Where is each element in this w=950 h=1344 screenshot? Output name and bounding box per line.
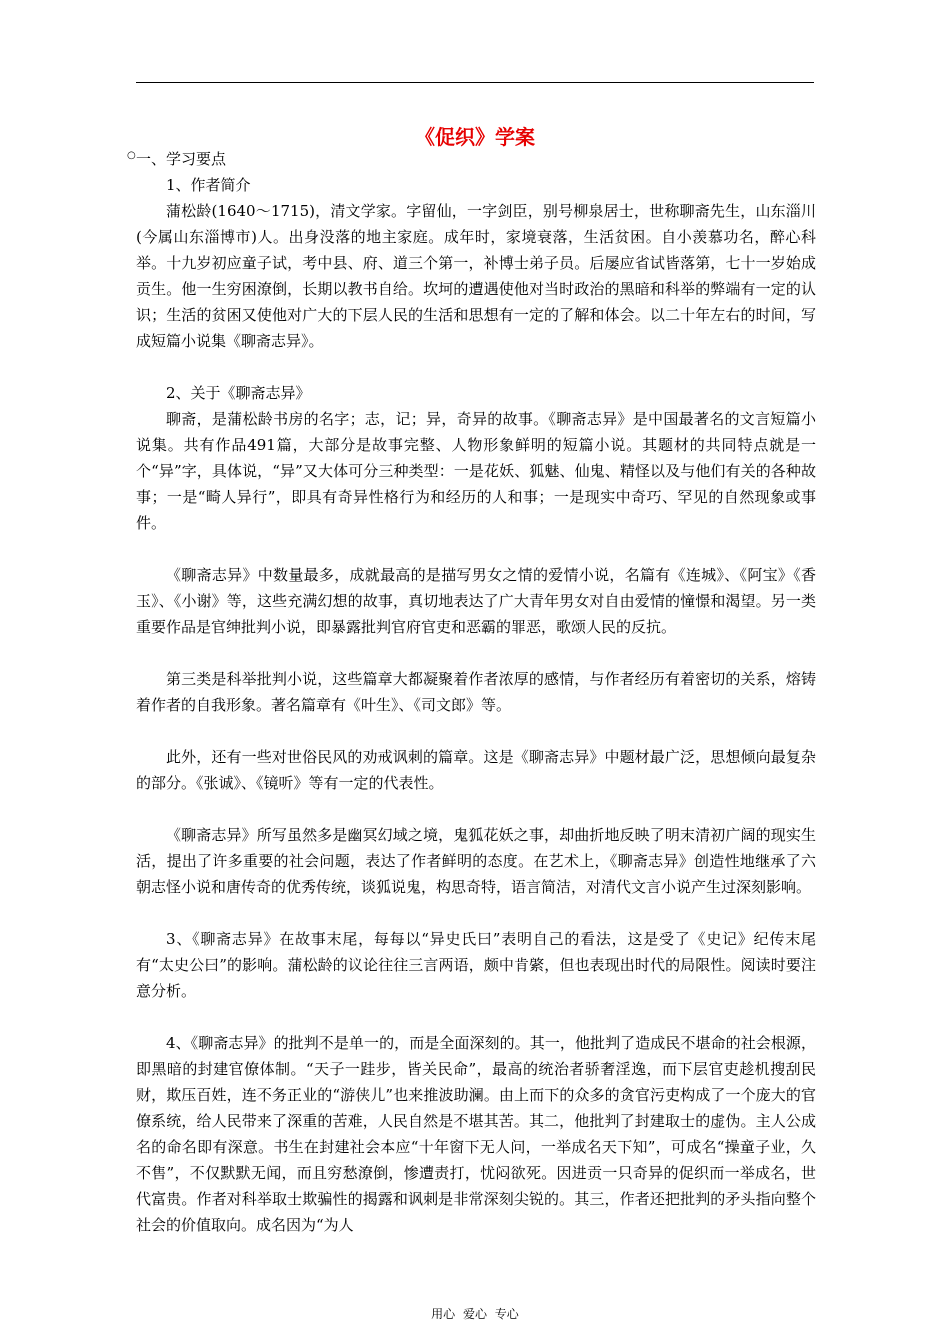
paragraph-gap xyxy=(136,796,816,822)
section-heading-text: 一、学习要点 xyxy=(136,150,227,168)
item-2-heading: 2、关于《聊斋志异》 xyxy=(166,384,311,402)
item-2-paragraph: 此外，还有一些对世俗民风的劝戒讽刺的篇章。这是《聊斋志异》中题材最广泛，思想倾向最复杂的部分。《张诚》、《镜听》等有一定的代表性。 xyxy=(136,748,816,792)
paragraph-gap xyxy=(136,354,816,380)
paragraph-gap xyxy=(136,900,816,926)
paragraph-gap xyxy=(136,640,816,666)
item-1-text: 蒲松龄(1640～1715)，清文学家。字留仙，一字剑臣，别号柳泉居士，世称聊斋先生，山东淄川(今属山东淄博市)人。出身没落的地主家庭。成年时，家境衰落，生活贫困。自小羡慕功名，醉心科举。十九岁初应童子试，考中县、府、道三个第一，补博士弟子员。后屡应省试皆落第，七十一岁始成贡生。他一生穷困潦倒，长期以教书自给。坎坷的遭遇使他对当时政治的黑暗和科举的弊端有一定的认识；生活的贫困又使他对广大的下层人民的生活和思想有一定的了解和体会。以二十年左右的时间，写成短篇小说集《聊斋志异》。 xyxy=(136,202,816,350)
item-3-text: 3、《聊斋志异》在故事末尾，每每以“异史氏曰”表明自己的看法，这是受了《史记》纪传末尾有“太史公曰”的影响。蒲松龄的议论往往三言两语，颇中肯綮，但也表现出时代的局限性。阅读时要注意分析。 xyxy=(136,930,816,1000)
paragraph-gap xyxy=(136,718,816,744)
paragraph-gap xyxy=(136,536,816,562)
document-body xyxy=(127,146,816,1238)
item-2-paragraph: 第三类是科举批判小说，这些篇章大都凝聚着作者浓厚的感情，与作者经历有着密切的关系，熔铸着作者的自我形象。著名篇章有《叶生》、《司文郎》等。 xyxy=(136,670,816,714)
section-heading xyxy=(127,146,816,172)
item-4-text: 4、《聊斋志异》的批判不是单一的，而是全面深刻的。其一，他批判了造成民不堪命的社会根源，即黑暗的封建官僚体制。“天子一跬步，皆关民命”，最高的统治者骄奢淫逸，而下层官吏趁机搜刮民财，欺压百姓，连不务正业的“游侠儿”也来推波助澜。由上而下的众多的贪官污吏构成了一个庞大的官僚系统，给人民带来了深重的苦难，人民自然是不堪其苦。其二，他批判了封建取士的虚伪。主人公成名的命名即有深意。书生在封建社会本应“十年窗下无人问，一举成名天下知”，可成名“操童子业，久不售”，不仅默默无闻，而且穷愁潦倒，惨遭责打，忧闷欲死。因进贡一只奇异的促织而一举成名，世代富贵。作者对科举取士欺骗性的揭露和讽刺是非常深刻尖锐的。其三，作者还把批判的矛头指向整个社会的价值取向。成名因为“为人 xyxy=(136,1034,816,1234)
document-title: 《促织》学案 xyxy=(415,125,535,149)
item-2-paragraph: 《聊斋志异》中数量最多，成就最高的是描写男女之情的爱情小说，名篇有《连城》、《阿宝》《香玉》、《小谢》等，这些充满幻想的故事，真切地表达了广大青年男女对自由爱情的憧憬和渴望。另一类重要作品是官绅批判小说，即暴露批判官府官吏和恶霸的罪恶，歌颂人民的反抗。 xyxy=(136,566,816,636)
item-2-paragraph: 聊斋，是蒲松龄书房的名字；志，记；异，奇异的故事。《聊斋志异》是中国最著名的文言短篇小说集。共有作品491篇，大部分是故事完整、人物形象鲜明的短篇小说。其题材的共同特点就是一个“异”字，具体说，“异”又大体可分三种类型：一是花妖、狐魅、仙鬼、精怪以及与他们有关的各种故事；一是“畸人异行”，即具有奇异性格行为和经历的人和事；一是现实中奇巧、罕见的自然现象或事件。 xyxy=(136,410,816,532)
item-2-paragraph: 《聊斋志异》所写虽然多是幽冥幻域之境，鬼狐花妖之事，却曲折地反映了明末清初广阔的现实生活，提出了许多重要的社会问题，表达了作者鲜明的态度。在艺术上，《聊斋志异》创造性地继承了六朝志怪小说和唐传奇的优秀传统，谈狐说鬼，构思奇特，语言简洁，对清代文言小说产生过深刻影响。 xyxy=(136,826,816,896)
page-footer: 用心 爱心 专心 xyxy=(431,1307,519,1321)
paragraph-gap xyxy=(136,1004,816,1030)
header-rule xyxy=(136,82,814,83)
paragraph-mark-icon: ○ xyxy=(127,150,136,161)
item-1-heading: 1、作者简介 xyxy=(166,176,251,194)
